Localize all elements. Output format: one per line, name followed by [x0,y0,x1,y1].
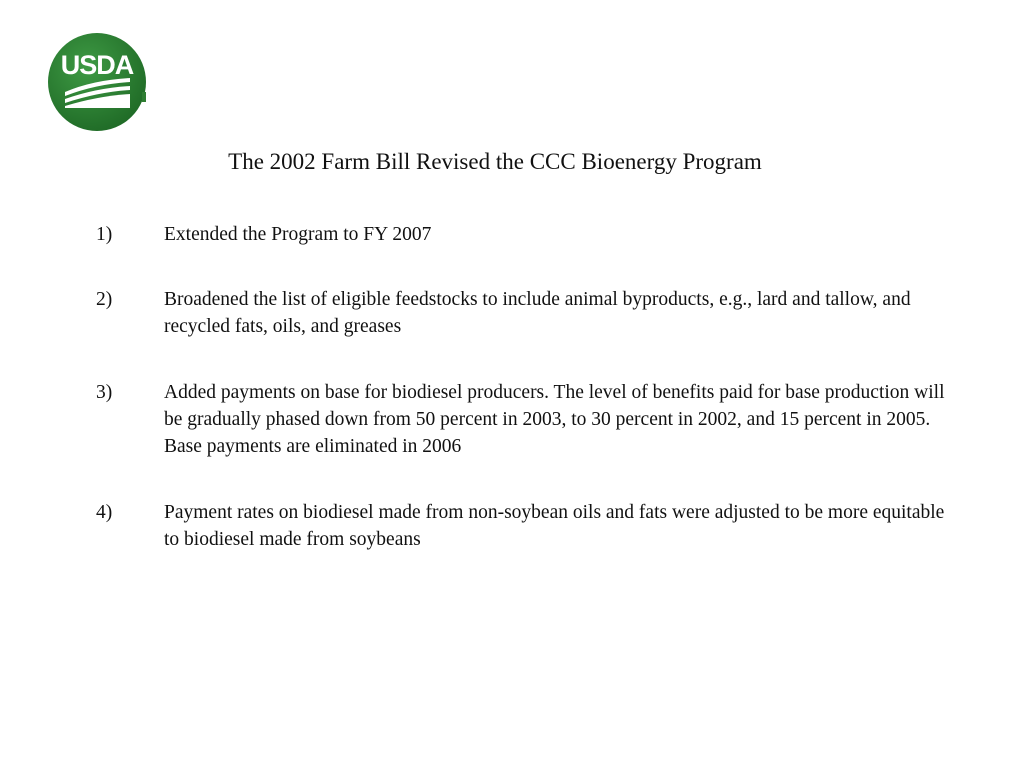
list-item-text: Payment rates on biodiesel made from non-soybean oils and fats were adjusted to be more equitable to biodiesel made from soybeans [164,502,945,550]
logo-text: USDA [60,50,134,80]
list-item-number: 4) [96,502,113,523]
list-item-text: Added payments on base for biodiesel producers. The level of benefits paid for base production will be gradually phased down from 50 percent in 2003, to 30 percent in 2002, and 15 percent in 2005. Base payments are eliminated in 2006 [164,382,945,457]
slide-title: The 2002 Farm Bill Revised the CCC Bioenergy Program [228,149,762,174]
list-item-number: 3) [96,382,113,403]
list-item-number: 1) [96,224,113,245]
list-item-number: 2) [96,289,113,310]
list-item-text: Extended the Program to FY 2007 [164,224,432,245]
list-item-text: Broadened the list of eligible feedstocks to include animal byproducts, e.g., lard and tallow, and recycled fats, oils, and greases [164,289,911,337]
